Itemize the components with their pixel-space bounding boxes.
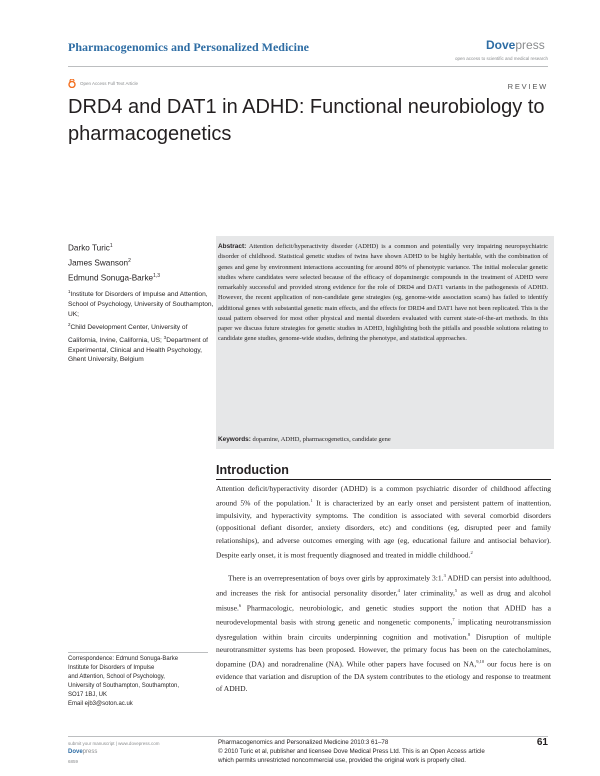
page-number: 61 <box>536 737 548 748</box>
author-list <box>68 240 160 286</box>
correspondence: Correspondence: Edmund Sonuga-Barke Institute for Disorders of Impulse and Attention, School of Psychology, University of Southampton, Southampton, SO17 1BJ, UK Email ejb3@soton.ac.uk <box>68 655 213 709</box>
publisher-tagline: open access to scientific and medical research <box>454 56 548 61</box>
article-title: DRD4 and DAT1 in ADHD: Functional neurobiology to pharmacogenetics <box>68 96 545 145</box>
keywords <box>218 435 548 445</box>
affiliations <box>68 287 218 365</box>
section-heading-introduction: Introduction <box>216 463 289 477</box>
keywords-label: Keywords: <box>218 436 251 443</box>
intro-paragraph-2: There is an overrepresentation of boys over girls by approximately 3:1.$^3$ ADHD can persist into adulthood, and increases the risk for antisocial personality disorder,$^4$ later criminality,$^5$ as well as drug and alcohol misuse.$^6$ Pharmacologic, neurobiologic, and genetic studies support the notion that ADHD has a neurodevelopmental basis with strong genetic and nongenetic components,$^7$ implicating neurotransmission dysregulation within brain circuits underpinning cognition and motivation.$^8$ Disruption of multiple neurotransmitter systems has been proposed. However, the primary focus has been on the catecholamines, dopamine (DA) and noradrenaline (NA). While other papers have focused on NA,$^{9,10}$ our focus here is on evidence that variation and disruption of the DA system contributes to the etiology and response to treatment of ADHD. <box>216 573 551 694</box>
abstract-text: Attention deficit/hyperactivity disorder (ADHD) is a common and potentially very impairing neuropsychiatric disorder of childhood. Statistical genetic studies of twins have shown ADHD to be highly heritable, with the combination of genes and gene by environment interactions accounting for around 80% of phenotypic variance. The initial molecular genetic studies where candidates were selected because of the efficacy of dopaminergic compounds in the treatment of ADHD were remarkably successful and provided strong evidence for the role of DRD4 and DAT1 variants in the pathogenesis of ADHD. However, the recent application of non-candidate gene strategies (eg, genome-wide association scans) has failed to identify additional genes with substantial genetic main effects, and the effects for DRD4 and DAT1 have not been replicated. This is the usual pattern observed for most other physical and mental disorders evaluated with current state-of-the-art methods. In this paper we discuss future strategies for genetic studies in ADHD, highlighting both the pitfalls and possible solutions relating to candidate gene studies, genome-wide studies, defining the phenotype, and statistical approaches. <box>218 243 548 343</box>
citation: Pharmacogenomics and Personalized Medicine 2010:3 61–78 © 2010 Turic et al, publisher and licensee Dove Medical Press Ltd. This is an Open Access article which permits unrestricted noncommercial use, provided the original work is properly cited. <box>218 739 485 764</box>
open-access-label: Open Access Full Text Article <box>80 81 138 86</box>
footer-doi: 6859 <box>68 759 79 764</box>
abstract-label: Abstract: <box>218 243 247 250</box>
author: James Swanson$^2$ <box>68 258 131 268</box>
affiliation-1: $^1$Institute for Disorders of Impulse and Attention, School of Psychology, University of Southampton, UK; <box>68 289 214 318</box>
abstract <box>218 242 548 345</box>
open-access-badge <box>68 79 138 88</box>
publisher-logo-bold: Dove <box>486 38 516 52</box>
article-type: REVIEW <box>507 82 548 91</box>
keywords-text: dopamine, ADHD, pharmacogenetics, candidate gene <box>252 436 391 443</box>
header-divider <box>68 66 548 67</box>
footer-publisher-logo: Dovepress <box>68 749 98 755</box>
author: Darko Turic$^1$ <box>68 243 113 253</box>
intro-paragraph-1: Attention deficit/hyperactivity disorder (ADHD) is a common psychiatric disorder of childhood affecting around 5% of the population.$^1$ It is characterized by an early onset and persistent pattern of inattention, impulsivity, and hyperactivity symptoms. The condition is associated with several comorbid disorders (oppositional defiant disorder, anxiety disorders, etc) and conditions (eg, disrupted peer and family relationships), and adverse outcomes emerging with age (eg, educational failure and antisocial behavior). Despite early onset, it is most frequently diagnosed and treated in middle childhood.$^2$ <box>216 484 551 560</box>
publisher-logo-light: press <box>515 38 545 52</box>
open-access-icon <box>68 79 76 88</box>
author: Edmund Sonuga-Barke$^{1,3}$ <box>68 273 161 284</box>
submit-manuscript-link[interactable]: submit your manuscript | www.dovepress.com <box>68 741 160 746</box>
correspondence-divider <box>68 652 208 653</box>
footer-divider <box>68 736 548 737</box>
correspondence-email: Email ejb3@soton.ac.uk <box>68 701 133 707</box>
affiliation-2: $^2$Child Development Center, University of California, Irvine, California, US; $^3$Department of Experimental, Clinical and Health Psychology, Ghent University, Belgium <box>68 321 208 364</box>
publisher-logo <box>486 38 545 52</box>
journal-title: Pharmacogenomics and Personalized Medicine <box>68 40 309 54</box>
section-divider <box>216 479 551 480</box>
